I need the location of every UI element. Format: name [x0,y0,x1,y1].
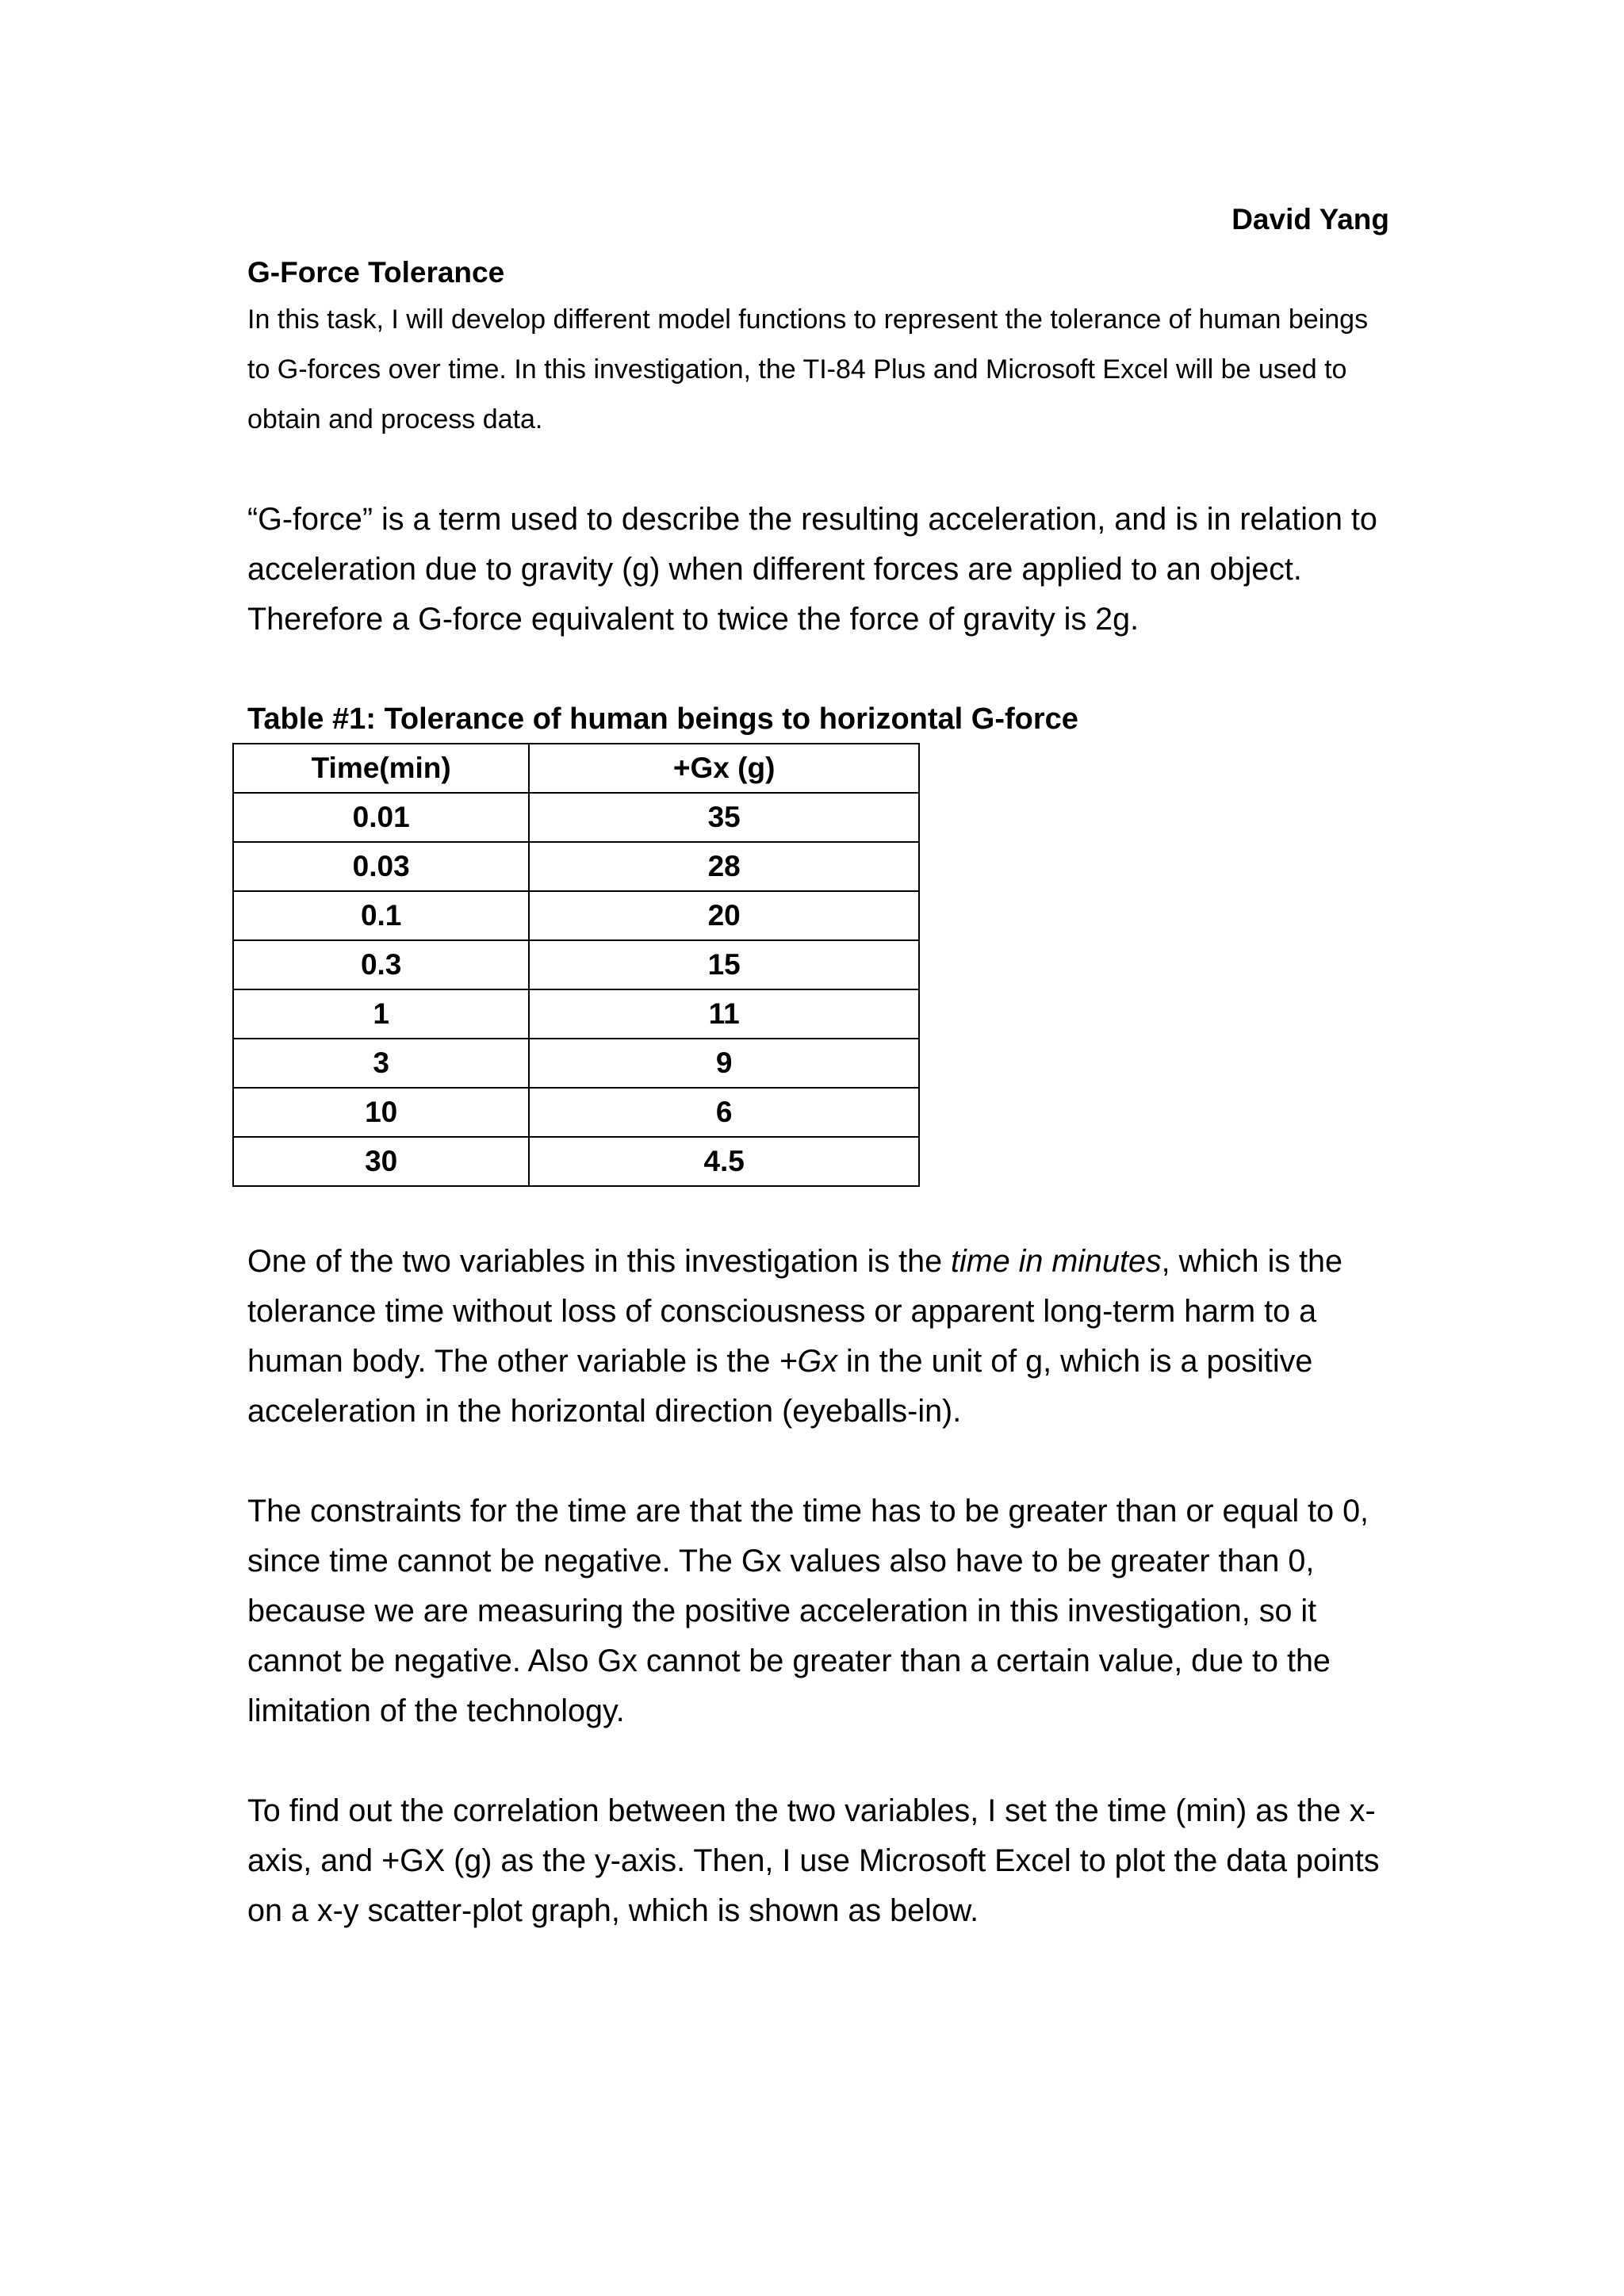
table-cell: 1 [233,989,529,1039]
constraints-paragraph: The constraints for the time are that the time has to be greater than or equal to 0, since time cannot be negative. The Gx values also have to be greater than 0, because we are measuring the positive acceleration in this investigation, so it cannot be negative. Also Gx cannot be greater than a certain value, due to the limitation of the technology. [247,1494,1369,1728]
table-cell: 0.01 [233,793,529,842]
table-row [233,940,919,989]
variables-paragraph [247,1237,1397,1437]
table-cell: 20 [529,891,919,940]
document-title: G-Force Tolerance [247,256,505,289]
method-paragraph: To find out the correlation between the two variables, I set the time (min) as the x-axis, and +GX (g) as the y-axis. Then, I use Microsoft Excel to plot the data points on a x-y scatter-plot graph, which is shown as below. [247,1793,1380,1928]
table-row [233,842,919,891]
table-row [233,891,919,940]
table-row [233,989,919,1039]
author-name: David Yang [1231,203,1389,235]
variables-text: in the unit of g, which is a positive acceleration in the horizontal direction (eyeballs-in). [247,1344,1313,1429]
variables-text: , which is the tolerance time without loss of consciousness or apparent long-term harm to a human body. The other variable is the [247,1244,1342,1379]
table-header-cell: Time(min) [233,744,529,793]
table-caption: Table #1: Tolerance of human beings to horizontal G-force [247,702,1078,736]
table-cell: 0.1 [233,891,529,940]
table-header-row [233,744,919,793]
table-cell: 4.5 [529,1137,919,1186]
gx-term: +Gx [779,1344,837,1379]
time-term: time in minutes [951,1244,1162,1279]
table-cell: 15 [529,940,919,989]
table-cell: 30 [233,1137,529,1186]
table-header-cell: +Gx (g) [529,744,919,793]
intro-paragraph: In this task, I will develop different model functions to represent the tolerance of human beings to G-forces over time. In this investigation, the TI-84 Plus and Microsoft Excel will be used to obtain and process data. [247,304,1369,434]
document-body [247,252,1397,1936]
data-table [232,743,920,1187]
table-row [233,1137,919,1186]
table-cell: 9 [529,1039,919,1088]
table-cell: 0.3 [233,940,529,989]
definition-paragraph: “G-force” is a term used to describe the resulting acceleration, and is in relation to acceleration due to gravity (g) when different forces are applied to an object. Therefore a G-force equivalent to twice the force of gravity is 2g. [247,502,1377,637]
table-cell: 28 [529,842,919,891]
table-row [233,1039,919,1088]
table-cell: 10 [233,1088,529,1137]
table-cell: 0.03 [233,842,529,891]
table-cell: 11 [529,989,919,1039]
table-row [233,1088,919,1137]
table-cell: 35 [529,793,919,842]
variables-text: One of the two variables in this investigation is the [247,1244,952,1279]
table-cell: 6 [529,1088,919,1137]
table-cell: 3 [233,1039,529,1088]
table-row [233,793,919,842]
